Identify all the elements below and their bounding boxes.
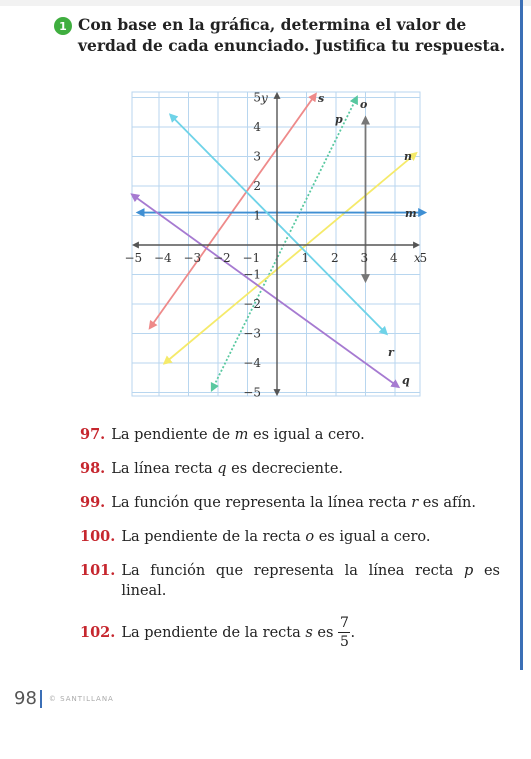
x-axis-label: x [414, 251, 421, 265]
exercise-text-part: es igual a cero. [248, 427, 365, 443]
x-tick-label: −4 [154, 251, 172, 265]
exercise-number: 100. [80, 528, 116, 545]
y-tick-label: 4 [253, 120, 261, 134]
x-tick-label: 3 [360, 251, 369, 265]
page-margin-bar [520, 0, 523, 670]
exercise-102 [80, 615, 500, 650]
instruction [54, 14, 514, 56]
exercise-number: 102. [80, 623, 116, 641]
y-tick-label: −1 [243, 267, 261, 282]
page-footer [14, 688, 114, 709]
line-variable: m [234, 427, 249, 443]
y-axis-label: y [261, 91, 268, 105]
top-border [0, 0, 531, 6]
exercise-text-part: La pendiente de la recta [121, 624, 306, 641]
exercise-number: 97. [80, 426, 106, 443]
y-tick-label: −2 [243, 297, 261, 311]
exercise-text [121, 561, 500, 601]
line-label-m: m [405, 207, 417, 220]
footer-divider [40, 690, 42, 708]
exercise-text-part: es igual a cero. [314, 529, 431, 545]
exercise-text-part: es lineal. [121, 563, 500, 599]
exercise-98 [80, 459, 500, 479]
exercise-list [80, 425, 500, 664]
line-label-r: r [388, 346, 394, 359]
fraction-denominator: 5 [339, 634, 349, 650]
y-tick-label: 1 [253, 208, 261, 223]
exercise-text-part: La función que representa la línea recta [111, 495, 412, 511]
line-label-o: o [360, 98, 368, 111]
x-tick-label: −2 [213, 251, 231, 265]
x-tick-label: −5 [124, 251, 143, 265]
x-tick-label: −1 [242, 251, 261, 265]
exercise-text-part: La línea recta [111, 461, 218, 477]
exercise-99 [80, 493, 500, 513]
x-tick-label: −3 [183, 251, 202, 265]
exercise-101 [80, 561, 500, 601]
line-label-s: s [318, 92, 325, 105]
exercise-text [111, 459, 343, 479]
x-tick-label: 2 [331, 251, 339, 265]
exercise-text-part: es afín. [418, 495, 476, 511]
line-label-p: p [335, 113, 343, 126]
line-variable: o [305, 529, 315, 545]
coordinate-graph [122, 88, 428, 400]
activity-badge: 1 [54, 17, 72, 35]
line-label-q: q [402, 374, 410, 387]
exercise-text-part: La función que representa la línea recta [121, 563, 464, 579]
publisher-credit: © SANTILLANA [48, 694, 114, 703]
fraction-bar [338, 632, 350, 633]
exercise-number: 101. [80, 562, 116, 579]
y-tick-label: −4 [243, 356, 261, 370]
exercise-97 [80, 425, 500, 445]
exercise-text-part: La pendiente de la recta [121, 529, 306, 545]
exercise-text [111, 493, 476, 513]
instruction-text: Con base en la gráfica, determina el valor de verdad de cada enunciado. Justifica tu respuesta. [78, 15, 506, 55]
x-tick-label: 1 [301, 251, 310, 265]
line-variable: p [463, 563, 474, 579]
x-tick-label: 4 [390, 251, 398, 265]
exercise-text-part: es [312, 624, 334, 641]
x-tick-label: 5 [419, 251, 428, 265]
fraction-numerator: 7 [339, 615, 349, 631]
y-tick-label: −5 [243, 385, 261, 400]
exercise-text [121, 623, 333, 643]
exercise-text-part: . [350, 624, 356, 641]
page-number: 98 [14, 688, 37, 709]
line-variable: r [411, 495, 419, 511]
y-tick-label: 5 [253, 90, 261, 105]
grid-border [132, 92, 420, 396]
exercise-number: 98. [80, 460, 106, 477]
line-variable: s [305, 624, 313, 641]
exercise-text [111, 425, 365, 445]
line-label-n: n [404, 150, 412, 163]
exercise-text-part: La pendiente de [111, 427, 235, 443]
line-variable: q [217, 461, 227, 477]
grid [132, 92, 420, 396]
fraction [338, 615, 350, 650]
exercise-text [121, 527, 430, 547]
y-tick-label: 3 [253, 149, 261, 164]
y-tick-label: 2 [253, 179, 261, 193]
exercise-text-part: es decreciente. [226, 461, 344, 477]
exercise-number: 99. [80, 494, 106, 511]
y-tick-label: −3 [243, 326, 261, 341]
exercise-100 [80, 527, 500, 547]
